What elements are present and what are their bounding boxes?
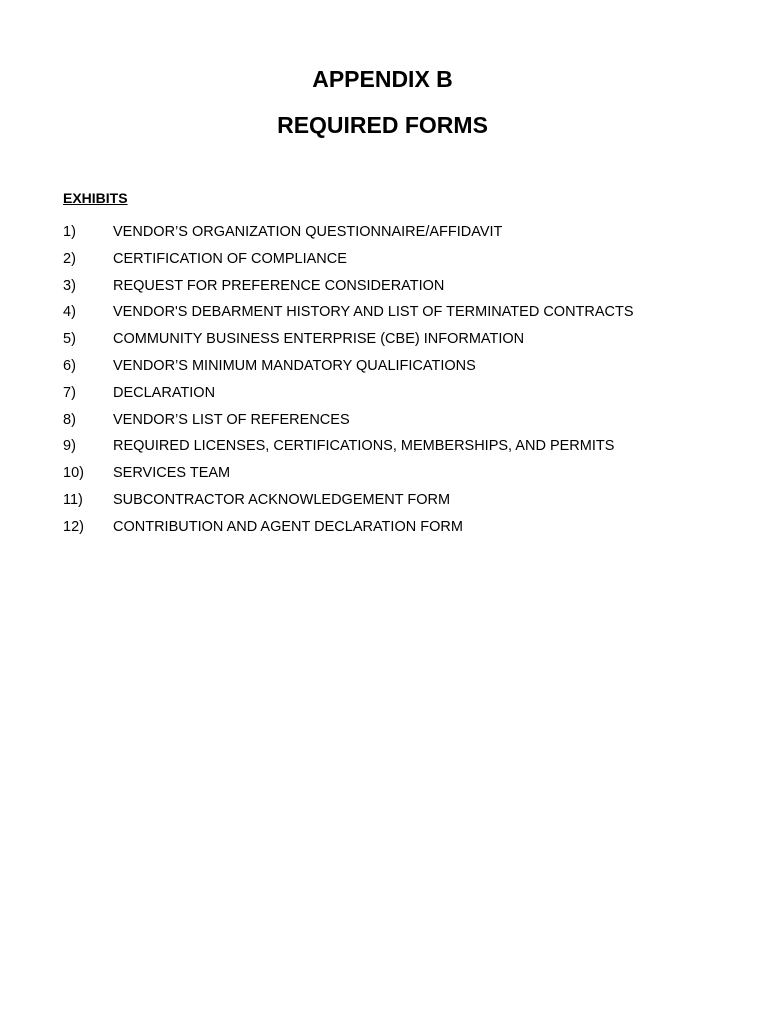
exhibit-number: 3) (63, 277, 76, 294)
exhibit-title: CONTRIBUTION AND AGENT DECLARATION FORM (113, 518, 463, 535)
exhibit-number: 7) (63, 384, 76, 401)
list-item (63, 491, 634, 518)
exhibit-title: DECLARATION (113, 384, 216, 401)
list-item (63, 357, 634, 384)
exhibit-number: 2) (63, 250, 76, 267)
list-item (63, 223, 634, 250)
list-item (63, 411, 634, 438)
exhibit-title: SUBCONTRACTOR ACKNOWLEDGEMENT FORM (113, 491, 451, 508)
exhibit-title: REQUEST FOR PREFERENCE CONSIDERATION (113, 277, 445, 294)
list-item (63, 330, 634, 357)
exhibit-number: 5) (63, 331, 76, 348)
exhibit-list (63, 223, 634, 545)
exhibit-title: SERVICES TEAM (113, 465, 231, 482)
exhibit-title: COMMUNITY BUSINESS ENTERPRISE (CBE) INFORMATION (113, 331, 525, 348)
exhibit-title: VENDOR'S DEBARMENT HISTORY AND LIST OF TERMINATED CONTRACTS (113, 304, 634, 321)
page-subtitle: REQUIRED FORMS (277, 112, 488, 138)
exhibit-number: 12) (63, 518, 84, 535)
list-item (63, 250, 634, 277)
exhibit-number: 8) (63, 411, 76, 428)
page-title: APPENDIX B (312, 66, 453, 92)
exhibit-number: 1) (63, 224, 76, 240)
exhibit-number: 4) (63, 304, 76, 321)
list-item (63, 464, 634, 491)
list-item (63, 303, 634, 330)
exhibit-number: 10) (63, 465, 84, 482)
exhibit-title: CERTIFICATION OF COMPLIANCE (113, 250, 347, 267)
list-item (63, 518, 634, 545)
exhibit-title: VENDOR’S LIST OF REFERENCES (113, 411, 350, 428)
exhibits-heading: EXHIBITS (63, 190, 128, 206)
list-item (63, 437, 634, 464)
list-item (63, 277, 634, 304)
list-item (63, 384, 634, 411)
exhibit-title: VENDOR’S MINIMUM MANDATORY QUALIFICATIONS (113, 357, 476, 374)
exhibit-number: 6) (63, 357, 76, 374)
exhibit-number: 9) (63, 438, 76, 455)
exhibit-title: REQUIRED LICENSES, CERTIFICATIONS, MEMBERSHIPS, AND PERMITS (113, 438, 615, 455)
exhibit-number: 11) (63, 491, 83, 508)
exhibit-title: VENDOR’S ORGANIZATION QUESTIONNAIRE/AFFIDAVIT (113, 224, 503, 240)
